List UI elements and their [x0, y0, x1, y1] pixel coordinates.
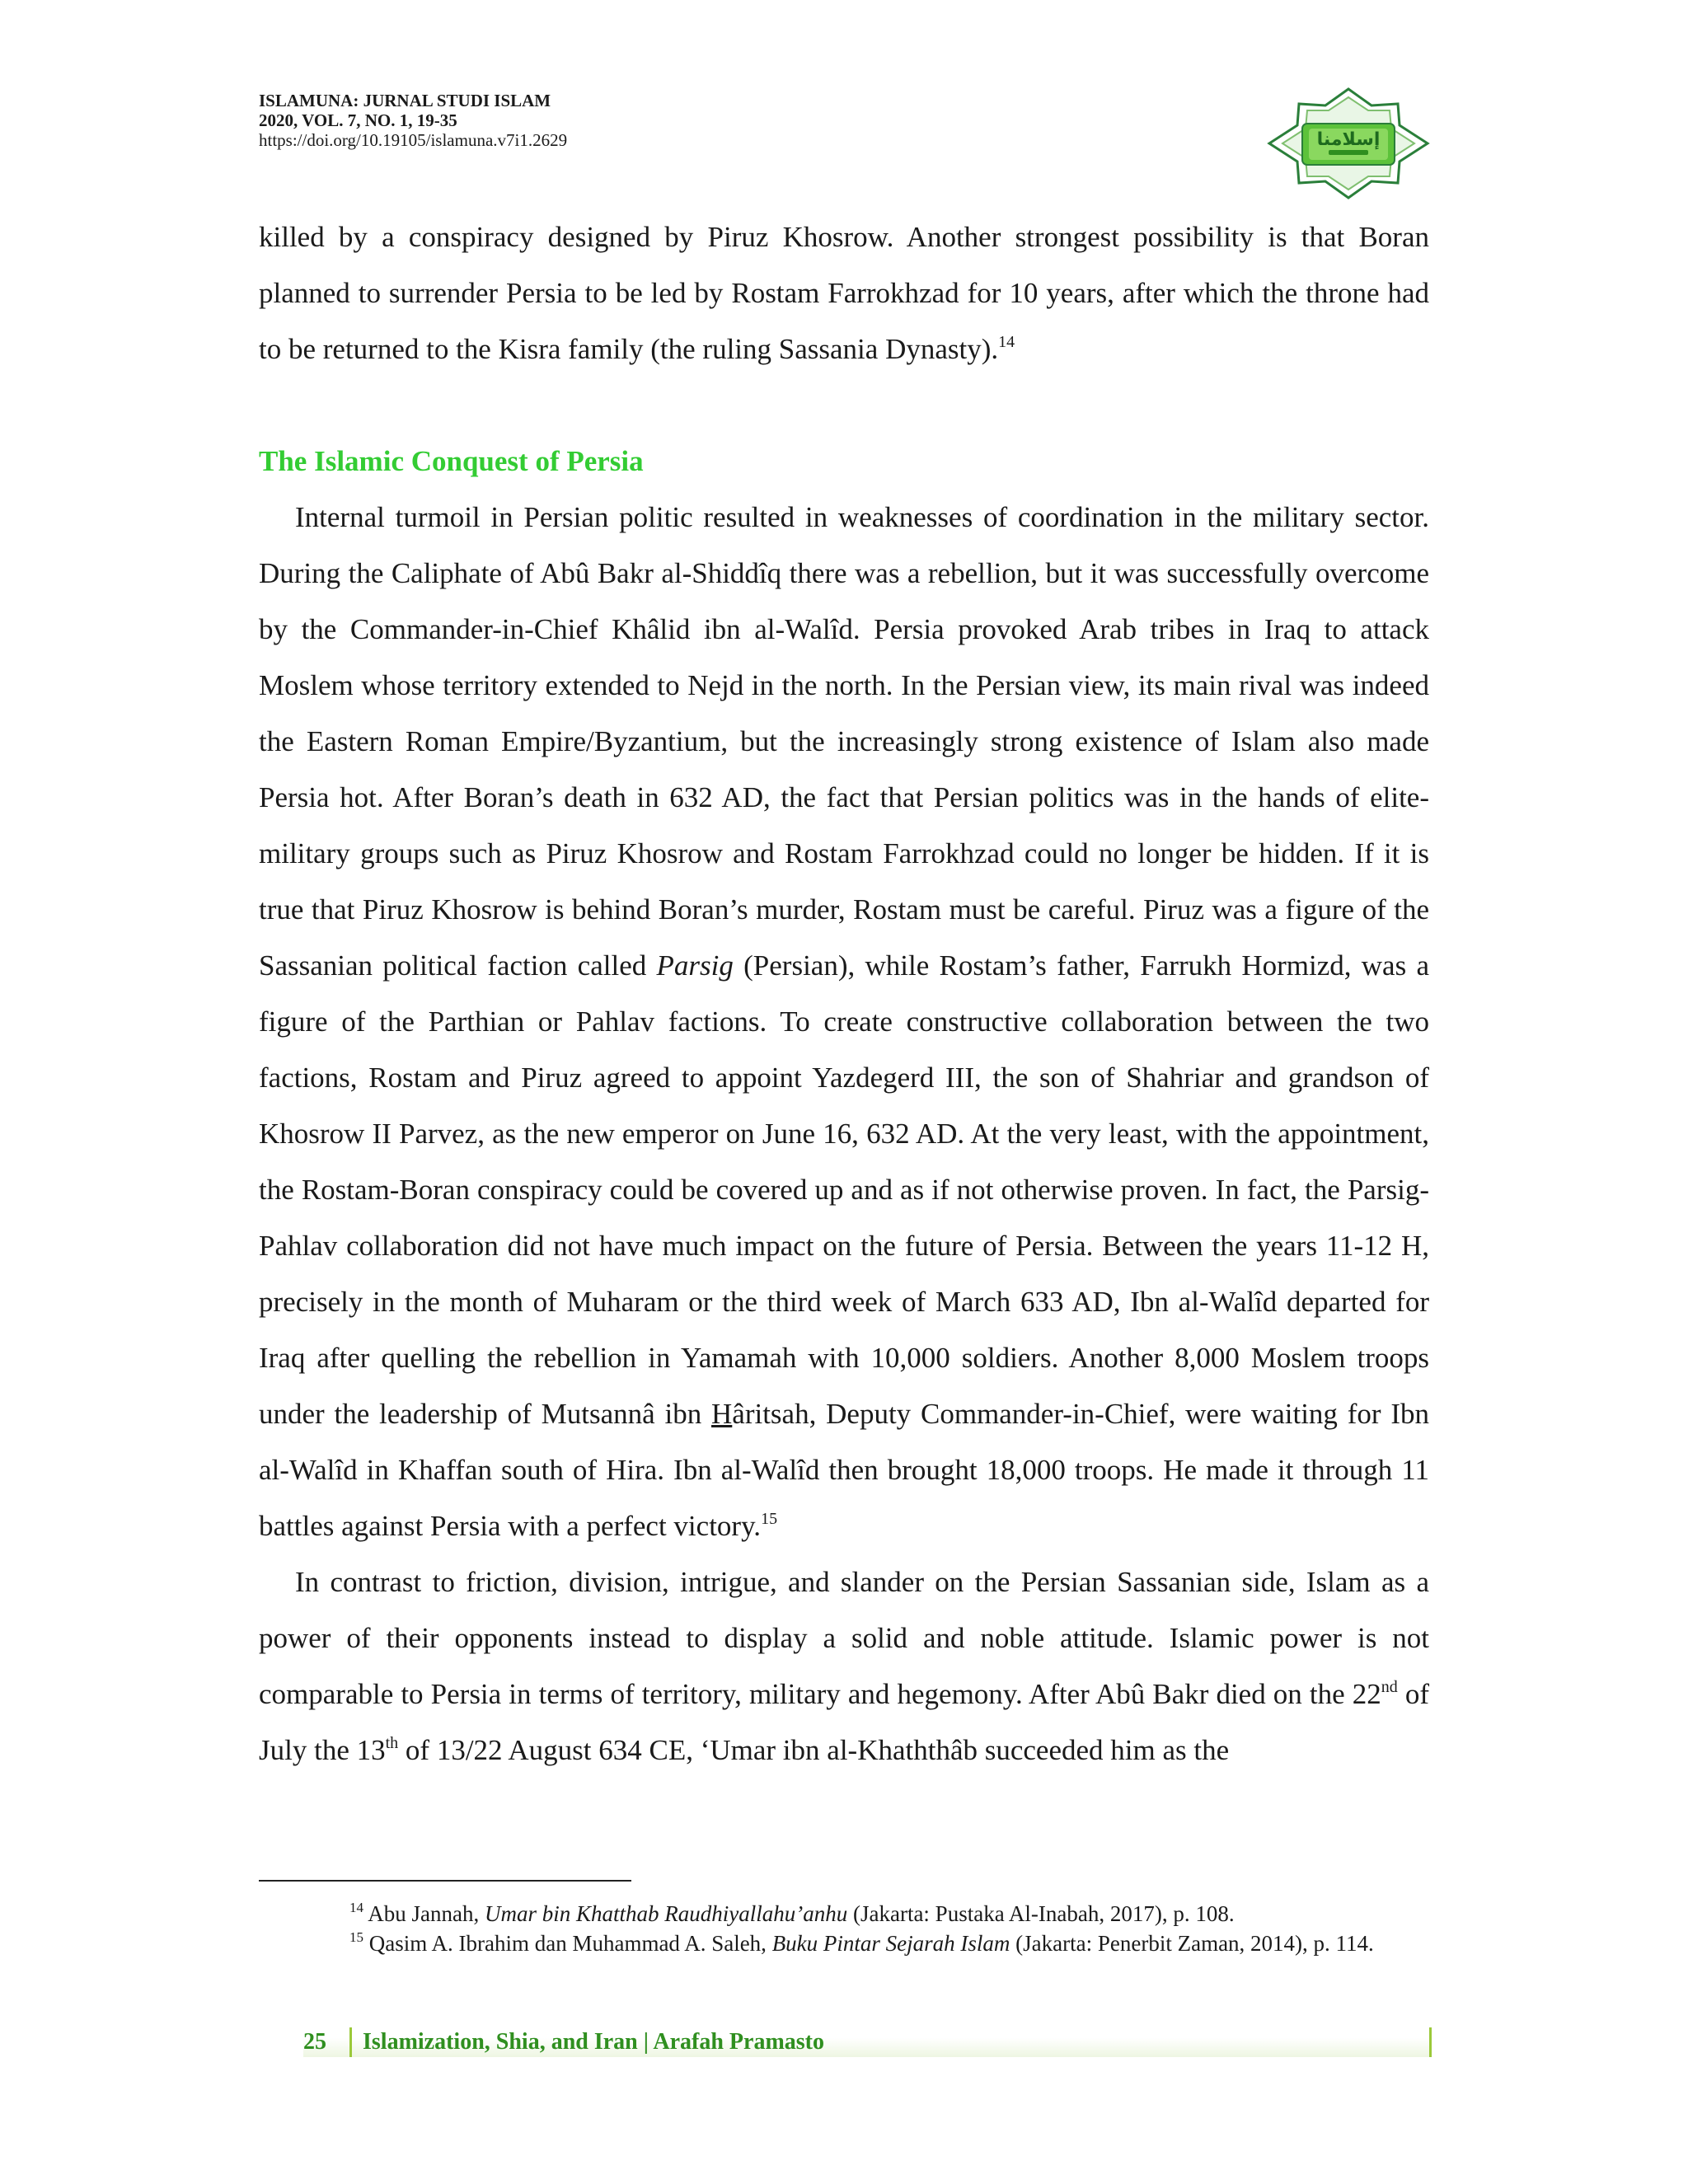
doi-link[interactable]: https://doi.org/10.19105/islamuna.v7i1.2629 — [259, 130, 568, 150]
body-text — [259, 209, 1429, 1779]
footnote-divider — [259, 1880, 631, 1882]
footnote-15: $^{15}$ Qasim A. Ibrahim dan Muhammad A. Saleh, Buku Pintar Sejarah Islam (Jakarta: Penerbit Zaman, 2014), p. 114. — [349, 1929, 1374, 1956]
footnote-ref-14[interactable]: 14 — [998, 333, 1015, 351]
paragraph-2: Internal turmoil in Persian politic resulted in weaknesses of coordination in the military sector. During the Caliphate of Abû Bakr al-Shiddîq there was a rebellion, but it was successfully overcome by the Commander-in-Chief Khâlid ibn al-Walîd. Persia provoked Arab tribes in Iraq to attack Moslem whose territory extended to Nejd in the north. In the Persian view, its main rival was indeed the Eastern Roman Empire/Byzantium, but the increasingly strong existence of Islam also made Persia hot. After Boran’s death in 632 AD, the fact that Persian politics was in the hands of elite-military groups such as Piruz Khosrow and Rostam Farrokhzad could no longer be hidden. If it is true that Piruz Khosrow is behind Boran’s murder, Rostam must be careful. Piruz was a figure of the Sassanian political faction called Parsig (Persian), while Rostam’s father, Farrukh Hormizd, was a figure of the Parthian or Pahlav factions. To create constructive collaboration between the two factions, Rostam and Piruz agreed to appoint Yazdegerd III, the son of Shahriar and grandson of Khosrow II Parvez, as the new emperor on June 16, 632 AD. At the very least, with the appointment, the Rostam-Boran conspiracy could be covered up and as if not otherwise proven. In fact, the Parsig-Pahlav collaboration did not have much impact on the future of Persia. Between the years 11-12 H, precisely in the month of Muharam or the third week of March 633 AD, Ibn al-Walîd departed for Iraq after quelling the rebellion in Yamamah with 10,000 soldiers. Another 8,000 Moslem troops under the leadership of Mutsannâ ibn Hâritsah, Deputy Commander-in-Chief, were waiting for Ibn al-Walîd in Khaffan south of Hira. Ibn al-Walîd then brought 18,000 troops. He made it through 11 battles against Persia with a perfect victory.$^{15}$ — [259, 501, 1430, 1542]
footer-title: Islamization, Shia, and Iran | Arafah Pramasto — [363, 2029, 824, 2055]
footnote-14: $^{14}$ Abu Jannah, Umar bin Khatthab Raudhiyallahu’anhu (Jakarta: Pustaka Al-Inabah, 2017), p. 108. — [349, 1900, 1235, 1926]
page-number: 25 — [303, 2029, 326, 2055]
footer-divider — [349, 2027, 352, 2057]
paragraph-3: In contrast to friction, division, intrigue, and slander on the Persian Sassanian side, Islam as a power of their opponents instead to display a solid and noble attitude. Islamic power is not comparable to Persia in terms of territory, military and hegemony. After Abû Bakr died on the 22nd of July the 13th of 13/22 August 634 CE, ‘Umar ibn al-Khaththâb succeeded him as the — [259, 1566, 1430, 1766]
logo-script-text: إسلامنا — [1316, 129, 1381, 150]
section-title: The Islamic Conquest of Persia — [259, 445, 644, 477]
journal-logo-icon — [1266, 86, 1431, 201]
journal-volume: 2020, VOL. 7, NO. 1, 19-35 — [259, 110, 457, 130]
footnotes — [259, 1899, 1429, 1958]
paragraph-1: killed by a conspiracy designed by Piruz Khosrow. Another strongest possibility is that Boran planned to surrender Persia to be led by Rostam Farrokhzad for 10 years, after which the throne had to be returned to the Kisra family (the ruling Sassania Dynasty).$^{14}$ — [259, 221, 1429, 365]
page-footer — [303, 2027, 1432, 2057]
footnote-ref-15[interactable]: 15 — [761, 1510, 778, 1528]
running-header — [259, 91, 567, 150]
journal-name: ISLAMUNA: JURNAL STUDI ISLAM — [259, 91, 551, 110]
